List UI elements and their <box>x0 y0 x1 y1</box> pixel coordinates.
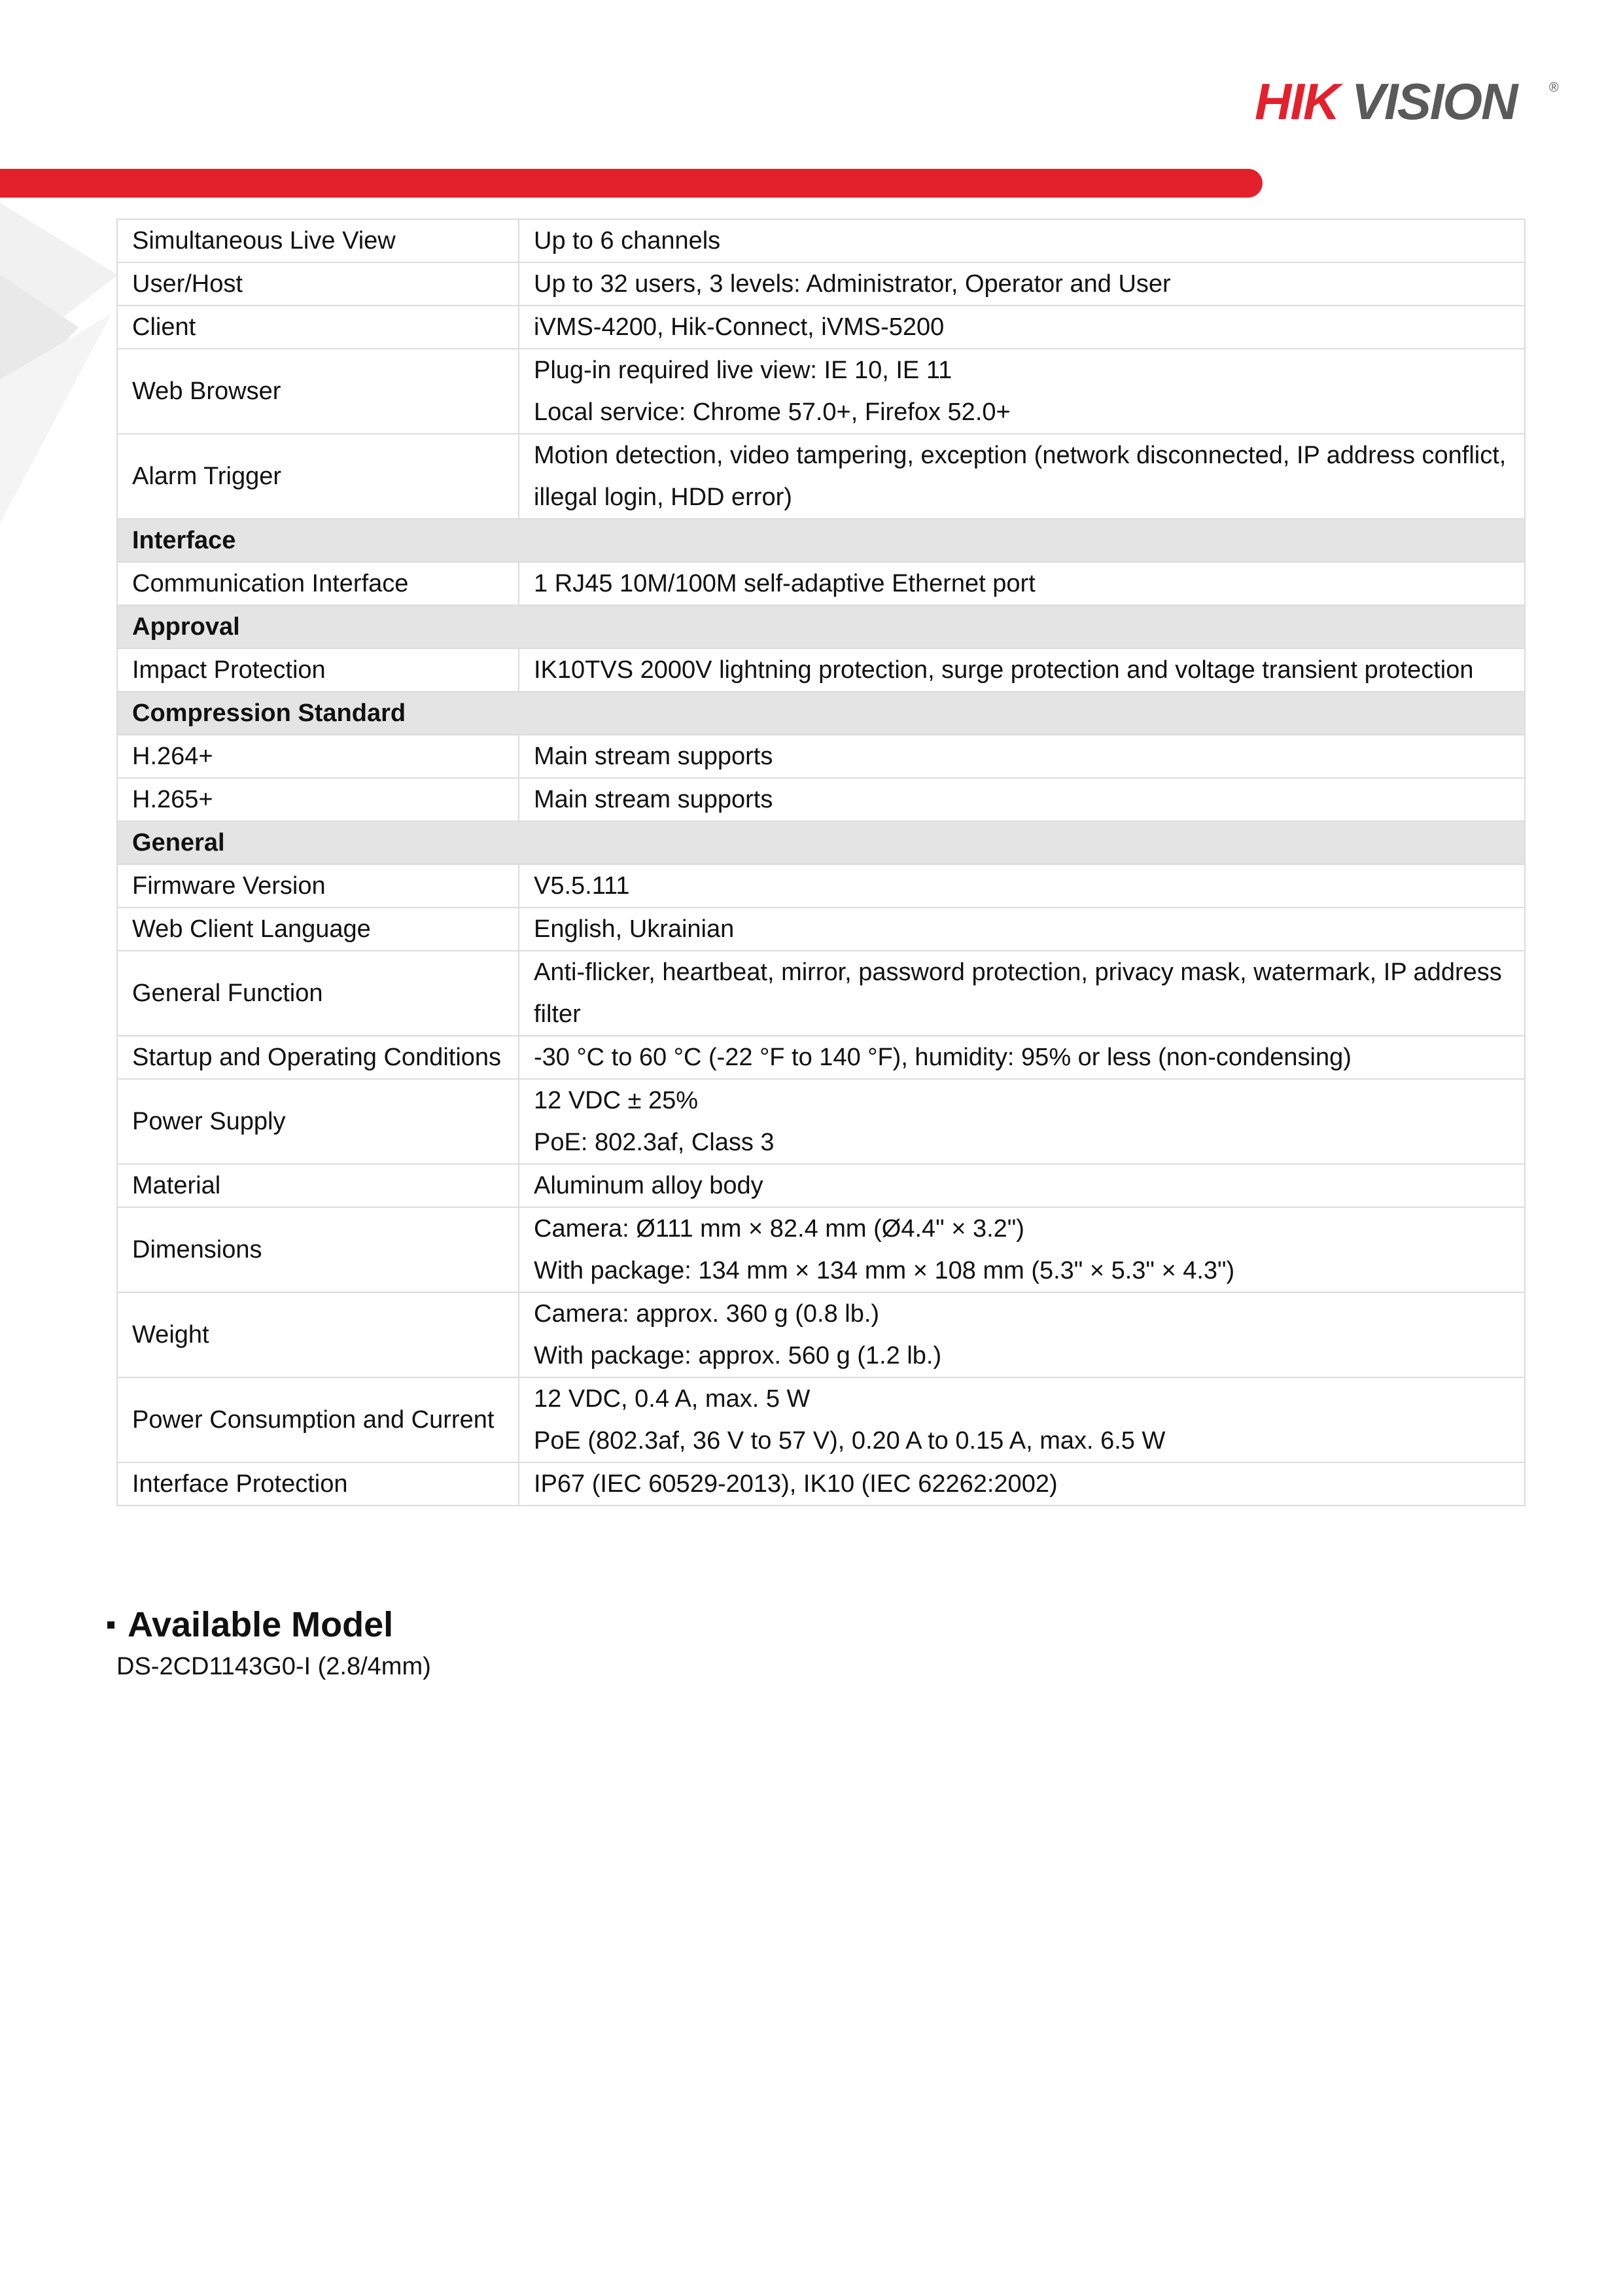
spec-row <box>117 562 1525 605</box>
spec-row <box>117 908 1525 951</box>
spec-row <box>117 648 1525 692</box>
spec-value <box>519 1164 1525 1207</box>
spec-value-line: Aluminum alloy body <box>534 1172 763 1199</box>
section-title: Compression Standard <box>117 692 1525 735</box>
spec-value-line: Local service: Chrome 57.0+, Firefox 52.0+ <box>534 398 1011 426</box>
spec-value-line: V5.5.111 <box>534 872 630 900</box>
spec-row <box>117 1207 1525 1292</box>
spec-value-line: IK10TVS 2000V lightning protection, surge protection and voltage transient protection <box>534 656 1474 684</box>
spec-label: User/Host <box>117 262 519 306</box>
spec-value <box>519 434 1525 519</box>
bullet-icon <box>107 1621 114 1629</box>
section-header-row <box>117 821 1525 864</box>
spec-value-line: PoE (802.3af, 36 V to 57 V), 0.20 A to 0.15 A, max. 6.5 W <box>534 1427 1166 1455</box>
spec-row <box>117 1377 1525 1462</box>
spec-label: Web Client Language <box>117 908 519 951</box>
spec-value <box>519 349 1525 434</box>
spec-row <box>117 306 1525 349</box>
spec-value <box>519 1036 1525 1079</box>
section-header-row <box>117 692 1525 735</box>
spec-value-line: Camera: approx. 360 g (0.8 lb.) <box>534 1300 880 1328</box>
background-decoration <box>0 196 131 537</box>
spec-value-line: 12 VDC ± 25% <box>534 1087 699 1114</box>
spec-value <box>519 648 1525 692</box>
spec-row <box>117 1036 1525 1079</box>
spec-label: Web Browser <box>117 349 519 434</box>
spec-row <box>117 864 1525 908</box>
spec-label: Power Consumption and Current <box>117 1377 519 1462</box>
spec-row <box>117 262 1525 306</box>
spec-label: Simultaneous Live View <box>117 219 519 262</box>
spec-label: Dimensions <box>117 1207 519 1292</box>
section-title: Interface <box>117 519 1525 562</box>
spec-value <box>519 778 1525 821</box>
spec-value-line: With package: 134 mm × 134 mm × 108 mm (5.3" × 5.3" × 4.3") <box>534 1257 1235 1284</box>
spec-row <box>117 1292 1525 1377</box>
spec-value-line: Main stream supports <box>534 786 773 813</box>
spec-label: Power Supply <box>117 1079 519 1164</box>
spec-value-line: IP67 (IEC 60529-2013), IK10 (IEC 62262:2002) <box>534 1470 1058 1498</box>
spec-value <box>519 1377 1525 1462</box>
spec-value <box>519 1462 1525 1506</box>
spec-value <box>519 306 1525 349</box>
spec-row <box>117 434 1525 519</box>
spec-row <box>117 778 1525 821</box>
spec-value <box>519 1079 1525 1164</box>
spec-label: Weight <box>117 1292 519 1377</box>
spec-value-line: Plug-in required live view: IE 10, IE 11 <box>534 357 952 384</box>
spec-label: Firmware Version <box>117 864 519 908</box>
spec-value-line: Up to 32 users, 3 levels: Administrator, Operator and User <box>534 270 1171 298</box>
spec-label: H.265+ <box>117 778 519 821</box>
spec-label: Alarm Trigger <box>117 434 519 519</box>
spec-value-line: Motion detection, video tampering, exception (network disconnected, IP address conflict, illegal login, HDD error) <box>534 442 1507 511</box>
available-model-section <box>107 1602 431 1686</box>
spec-value-line: iVMS-4200, Hik-Connect, iVMS-5200 <box>534 313 945 341</box>
spec-label: Startup and Operating Conditions <box>117 1036 519 1079</box>
section-header-row <box>117 605 1525 648</box>
svg-text:HIK: HIK <box>1255 73 1339 128</box>
spec-label: Interface Protection <box>117 1462 519 1506</box>
model-number: DS-2CD1143G0-I (2.8/4mm) <box>116 1653 431 1680</box>
spec-value-line: Camera: Ø111 mm × 82.4 mm (Ø4.4" × 3.2") <box>534 1215 1024 1243</box>
spec-value <box>519 864 1525 908</box>
spec-row <box>117 735 1525 778</box>
spec-row <box>117 1164 1525 1207</box>
spec-value <box>519 1292 1525 1377</box>
spec-value-line: Up to 6 channels <box>534 227 721 255</box>
spec-table <box>116 219 1526 1506</box>
spec-value-line: With package: approx. 560 g (1.2 lb.) <box>534 1342 942 1369</box>
hikvision-logo <box>1255 73 1562 128</box>
spec-row <box>117 1079 1525 1164</box>
spec-value-line: Main stream supports <box>534 743 773 770</box>
svg-text:®: ® <box>1549 80 1559 95</box>
spec-value <box>519 908 1525 951</box>
spec-row <box>117 951 1525 1036</box>
section-header-row <box>117 519 1525 562</box>
spec-label: General Function <box>117 951 519 1036</box>
available-model-heading <box>107 1602 431 1648</box>
spec-label: Client <box>117 306 519 349</box>
section-title: General <box>117 821 1525 864</box>
spec-value-line: English, Ukrainian <box>534 915 735 943</box>
spec-row <box>117 349 1525 434</box>
spec-value <box>519 951 1525 1036</box>
spec-value <box>519 1207 1525 1292</box>
spec-label: H.264+ <box>117 735 519 778</box>
section-title: Approval <box>117 605 1525 648</box>
spec-value-line: -30 °C to 60 °C (-22 °F to 140 °F), humidity: 95% or less (non-condensing) <box>534 1044 1352 1071</box>
spec-value-line: 1 RJ45 10M/100M self-adaptive Ethernet port <box>534 570 1036 597</box>
header-red-band <box>0 169 1263 198</box>
spec-row <box>117 1462 1525 1506</box>
spec-value-line: 12 VDC, 0.4 A, max. 5 W <box>534 1385 811 1413</box>
spec-label: Material <box>117 1164 519 1207</box>
spec-label: Communication Interface <box>117 562 519 605</box>
spec-row <box>117 219 1525 262</box>
spec-value-line: PoE: 802.3af, Class 3 <box>534 1129 775 1156</box>
spec-value <box>519 735 1525 778</box>
spec-label: Impact Protection <box>117 648 519 692</box>
svg-text:VISION: VISION <box>1352 73 1517 128</box>
spec-value <box>519 219 1525 262</box>
spec-value <box>519 562 1525 605</box>
spec-value <box>519 262 1525 306</box>
available-model-title: Available Model <box>128 1605 394 1644</box>
spec-value-line: Anti-flicker, heartbeat, mirror, password protection, privacy mask, watermark, IP address filter <box>534 959 1502 1028</box>
